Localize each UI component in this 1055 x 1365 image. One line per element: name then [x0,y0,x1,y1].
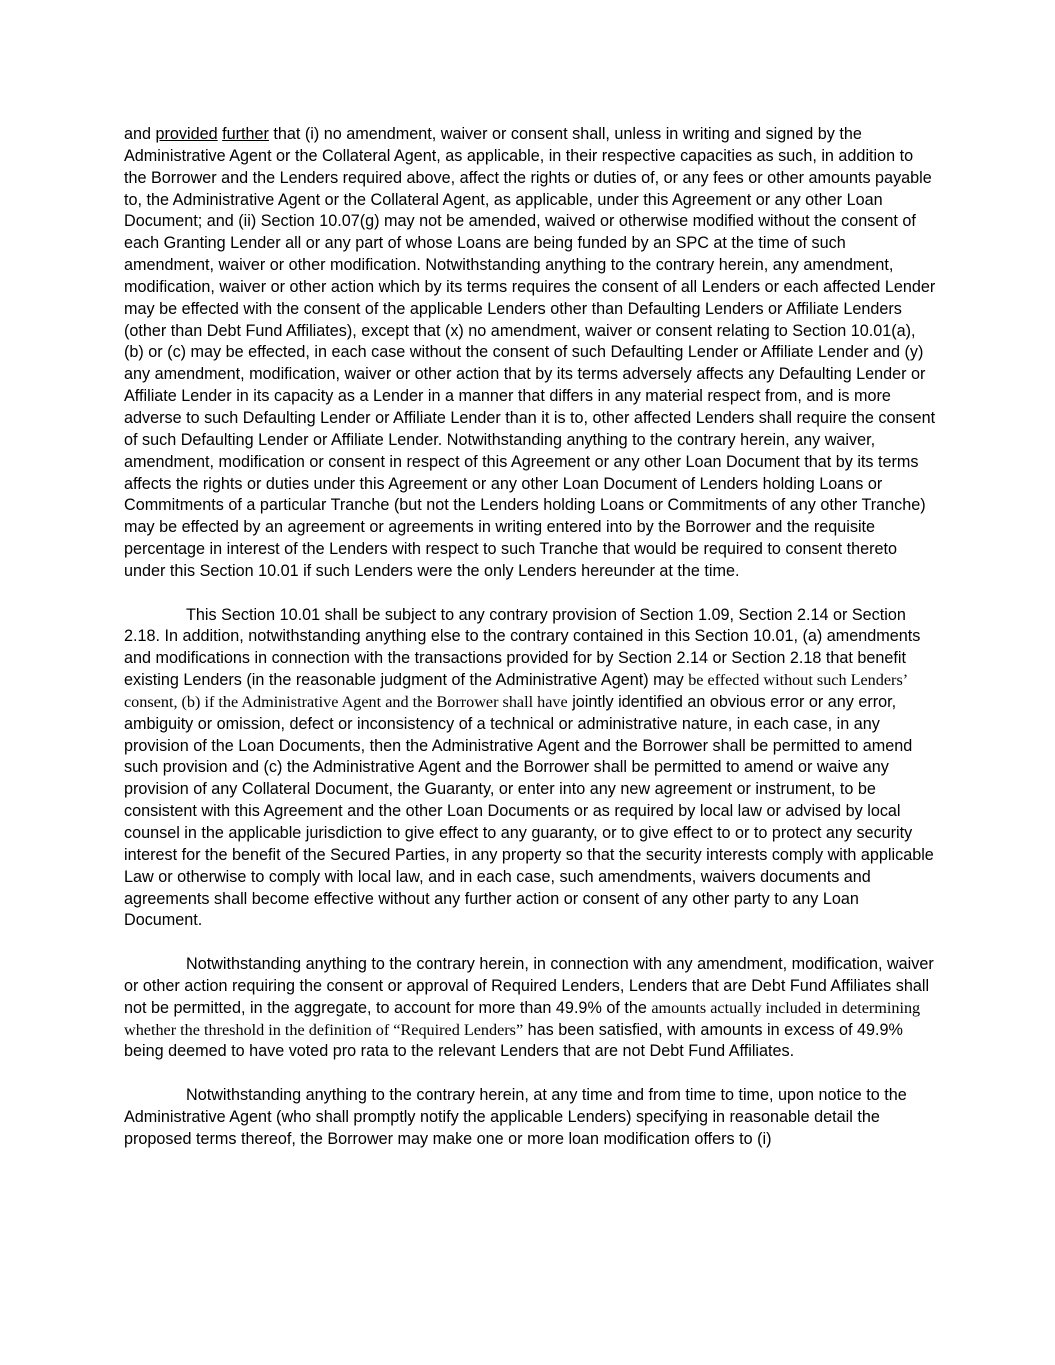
p3-part-a: Notwithstanding anything to the contrary herein, in connection with any amendment, modification, waiver or other action requiring the consent or approval of Required Lenders, Lenders that are Debt Fund Affiliates shall not be permitted, in the aggregate, to account for more than 49.9% of the [124,955,934,1017]
document-page [124,124,936,1173]
p4-text: Notwithstanding anything to the contrary herein, at any time and from time to time, upon notice to the Administrative Agent (who shall promptly notify the applicable Lenders) specifying in reasonable detail the proposed terms thereof, the Borrower may make one or more loan modification offers to (i) [124,1086,907,1148]
paragraph-3 [124,954,936,1063]
p1-further: further [222,125,269,143]
p2-part-b: be effected without such Lenders’ consent, (b) if the Administrative Agent and the Borrower shall have [124,671,907,711]
p3-part-b: amounts actually included in determining whether the threshold in the definition of “Required Lenders” [124,998,921,1039]
paragraph-4 [124,1085,936,1151]
paragraph-2 [124,605,936,933]
p2-part-c: jointly identified an obvious error or any error, ambiguity or omission, defect or inconsistency of a technical or administrative nature, in each case, in any provision of the Loan Documents, then the Administrative Agent and the Borrower shall be permitted to amend such provision and (c) the Administrative Agent and the Borrower shall be permitted to amend or waive any provision of any Collateral Document, the Guaranty, or enter into any new agreement or instrument, to be consistent with this Agreement and the other Loan Documents or as required by local law or advised by local counsel in the applicable jurisdiction to give effect to any guaranty, or to give effect to or to protect any security interest for the benefit of the Secured Parties, in any property so that the security interests comply with applicable Law or otherwise to comply with local law, and in each case, such amendments, waivers documents and agreements shall become effective without any further action or consent of any other party to any Loan Document. [124,692,934,930]
p2-part-a: This Section 10.01 shall be subject to any contrary provision of Section 1.09, Section 2.14 or Section 2.18. In addition, notwithstanding anything else to the contrary contained in this Section 10.01, (a) amendments and modifications in connection with the transactions provided for by Section 2.14 or Section 2.18 that benefit existing Lenders (in the reasonable judgment of the Administrative Agent) may [124,605,921,690]
paragraph-1 [124,124,936,583]
p1-provided: provided [155,125,218,143]
p3-part-c: has been satisfied, with amounts in excess of 49.9% being deemed to have voted pro rata to the relevant Lenders that are not Debt Fund Affiliates. [124,1020,903,1061]
p1-lead: and [124,125,156,143]
p1-rest: that (i) no amendment, waiver or consent shall, unless in writing and signed by the Administrative Agent or the Collateral Agent, as applicable, in their respective capacities as such, in addition to the Borrower and the Lenders required above, affect the rights or duties of, or any fees or other amounts payable to, the Administrative Agent or the Collateral Agent, as applicable, under this Agreement or any other Loan Document; and (ii) Section 10.07(g) may not be amended, waived or otherwise modified without the consent of each Granting Lender all or any part of whose Loans are being funded by an SPC at the time of such amendment, waiver or other modification. Notwithstanding anything to the contrary herein, any amendment, modification, waiver or other action which by its terms requires the consent of all Lenders or each affected Lender may be effected with the consent of the applicable Lenders other than Defaulting Lenders or Affiliate Lenders (other than Debt Fund Affiliates), except that (x) no amendment, waiver or consent relating to Section 10.01(a), (b) or (c) may be effected, in each case without the consent of such Defaulting Lender or Affiliate Lender and (y) any amendment, modification, waiver or other action that by its terms adversely affects any Defaulting Lender or Affiliate Lender in its capacity as a Lender in a manner that differs in any material respect from, and is more adverse to such Defaulting Lender or Affiliate Lender than it is to, other affected Lenders shall require the consent of such Defaulting Lender or Affiliate Lender. Notwithstanding anything to the contrary herein, any waiver, amendment, modification or consent in respect of this Agreement or any other Loan Document that by its terms affects the rights or duties under this Agreement or any other Loan Document of Lenders holding Loans or Commitments of a particular Tranche (but not the Lenders holding Loans or Commitments of any other Tranche) may be effected by an agreement or agreements in writing entered into by the Borrower and the requisite percentage in interest of the Lenders with respect to such Tranche that would be required to consent thereto under this Section 10.01 if such Lenders were the only Lenders hereunder at the time. [124,125,936,580]
